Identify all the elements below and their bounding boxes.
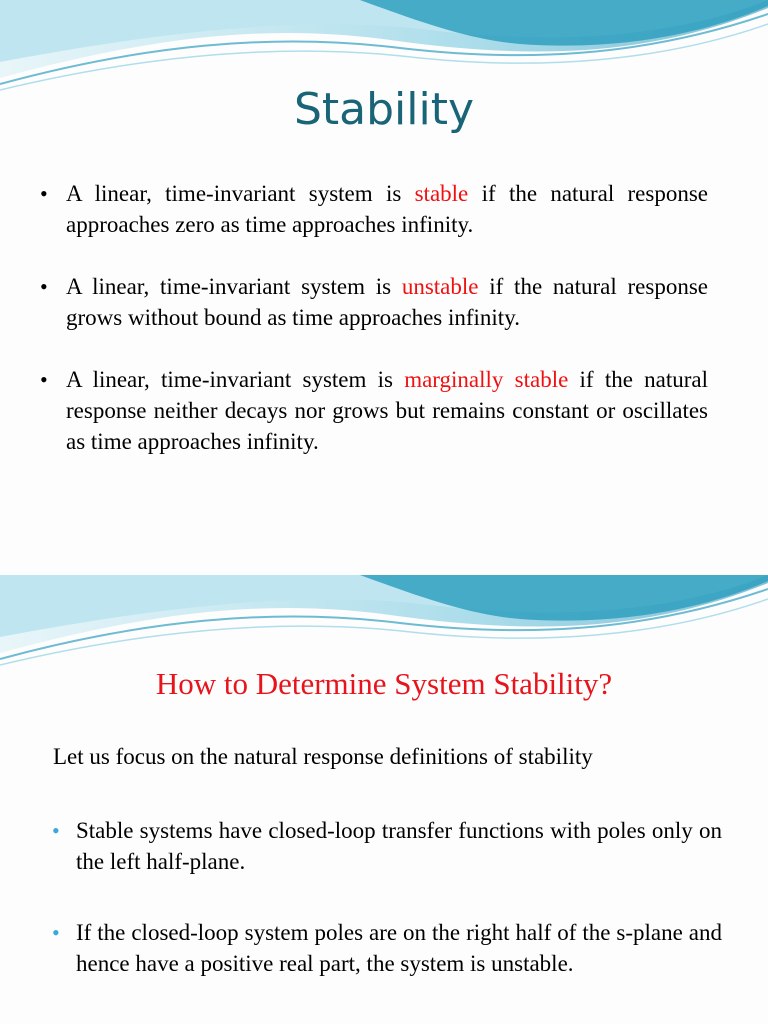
bullet-item-stable-systems: [50, 815, 722, 877]
bullet-dot-icon: •: [52, 818, 60, 843]
bullet-item-right-half-poles: [50, 917, 722, 979]
term-stable: stable: [414, 181, 469, 206]
bullet-item-unstable: [40, 271, 708, 333]
term-marginally-stable: marginally stable: [404, 367, 569, 392]
term-unstable: unstable: [401, 274, 479, 299]
bullet-text: Stable systems have closed-loop transfer functions with poles only on the left half-plane.: [76, 818, 722, 874]
bullet-dot-icon: •: [40, 274, 48, 299]
bullet-text: If the closed-loop system poles are on the right half of the s-plane and hence have a positive real part, the system is unstable.: [76, 920, 722, 976]
slide-title: How to Determine System Stability?: [155, 666, 613, 701]
bullet-item-stable: [40, 178, 708, 240]
bullet-item-marginally-stable: [40, 364, 708, 457]
slide-determine-stability: [0, 575, 768, 1024]
header-wave-decoration: [0, 575, 768, 675]
bullet-list: [50, 815, 722, 1019]
bullet-dot-icon: •: [40, 367, 48, 392]
bullet-dot-icon: •: [40, 181, 48, 206]
bullet-text-pre: A linear, time-invariant system is: [66, 181, 415, 206]
bullet-text-post: if the natural response neither decays nor grows but remains constant or oscillates as time approaches infinity.: [66, 367, 709, 454]
intro-text: Let us focus on the natural response definitions of stability: [53, 744, 593, 769]
bullet-text-post: if the natural response approaches zero as time approaches infinity.: [66, 181, 708, 237]
slide-title: Stability: [293, 84, 475, 135]
bullet-text-pre: A linear, time-invariant system is: [66, 274, 402, 299]
bullet-dot-icon: •: [52, 920, 60, 945]
bullet-list: [40, 178, 708, 488]
bullet-text-pre: A linear, time-invariant system is: [66, 367, 405, 392]
bullet-text-post: if the natural response grows without bound as time approaches infinity.: [66, 274, 708, 330]
